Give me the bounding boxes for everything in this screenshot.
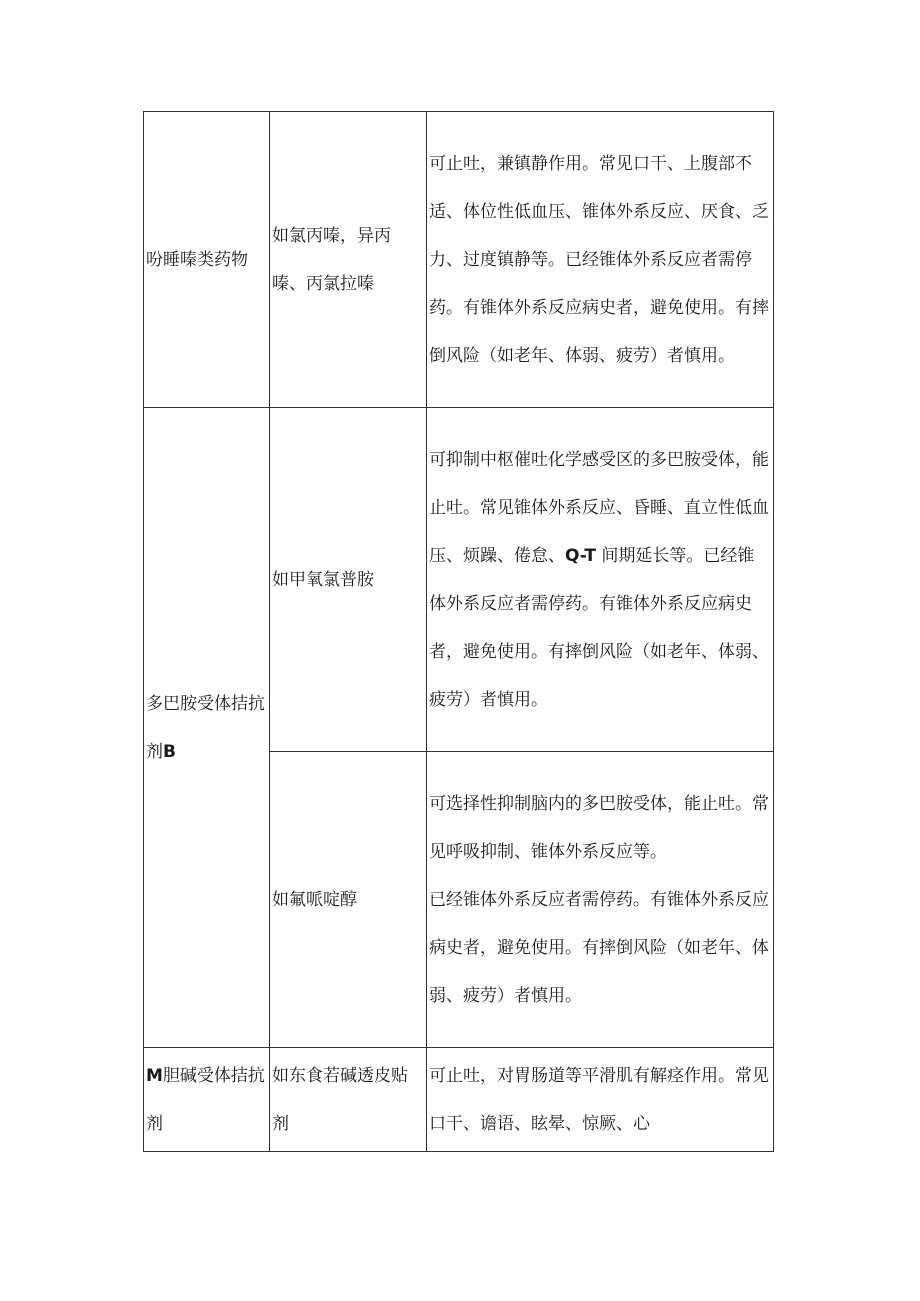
description-cell — [427, 1048, 774, 1152]
drug-cell — [270, 408, 427, 752]
drug-label: 如东食若碱透皮贴剂 — [272, 1065, 408, 1134]
category-label: M胆碱受体拮抗剂 — [146, 1065, 265, 1134]
description-text: 可选择性抑制脑内的多巴胺受体，能止吐。常见呼吸抑制、锥体外系反应等。 — [429, 793, 769, 862]
category-cell — [144, 112, 270, 408]
description-text: 可止吐，对胃肠道等平滑肌有解痉作用。常见口干、谵语、眩晕、惊厥、心 — [429, 1065, 769, 1134]
description-text: 已经锥体外系反应者需停药。有锥体外系反应病史者，避免使用。有摔倒风险（如老年、体弱、疲劳）者慎用。 — [429, 889, 769, 1006]
description-cell — [427, 752, 774, 1048]
drug-cell — [270, 752, 427, 1048]
category-cell — [144, 1048, 270, 1152]
category-label: 吩睡嗪类药物 — [146, 249, 248, 270]
drug-label: 如氯丙嗪，异丙嗪、丙氯拉嗪 — [272, 225, 391, 294]
category-cell — [144, 408, 270, 1048]
table-row — [144, 408, 774, 752]
table-row — [144, 112, 774, 408]
drug-cell — [270, 1048, 427, 1152]
description-cell — [427, 408, 774, 752]
category-suffix: B — [163, 741, 176, 762]
drug-table — [143, 111, 774, 1152]
description-text: 可抑制中枢催吐化学感受区的多巴胺受体，能止吐。常见锥体外系反应、昏睡、直立性低血压、烦躁、倦怠、Q-T 间期延长等。已经锥体外系反应者需停药。有锥体外系反应病史者，避免使用。有摔倒风险（如老年、体弱、疲劳）者慎用。 — [429, 449, 769, 710]
qt-label: Q-T — [565, 545, 596, 566]
category-prefix: M — [146, 1065, 163, 1086]
drug-cell — [270, 112, 427, 408]
drug-label: 如甲氧氯普胺 — [272, 569, 374, 590]
description-text: 可止吐，兼镇静作用。常见口干、上腹部不适、体位性低血压、锥体外系反应、厌食、乏力、过度镇静等。已经锥体外系反应者需停药。有锥体外系反应病史者，避免使用。有摔倒风险（如老年、体弱、疲劳）者慎用。 — [429, 153, 769, 366]
table-row — [144, 1048, 774, 1152]
drug-label: 如氟哌啶醇 — [272, 889, 357, 910]
description-cell — [427, 112, 774, 408]
category-label: 多巴胺受体拮抗剂B — [146, 693, 265, 762]
